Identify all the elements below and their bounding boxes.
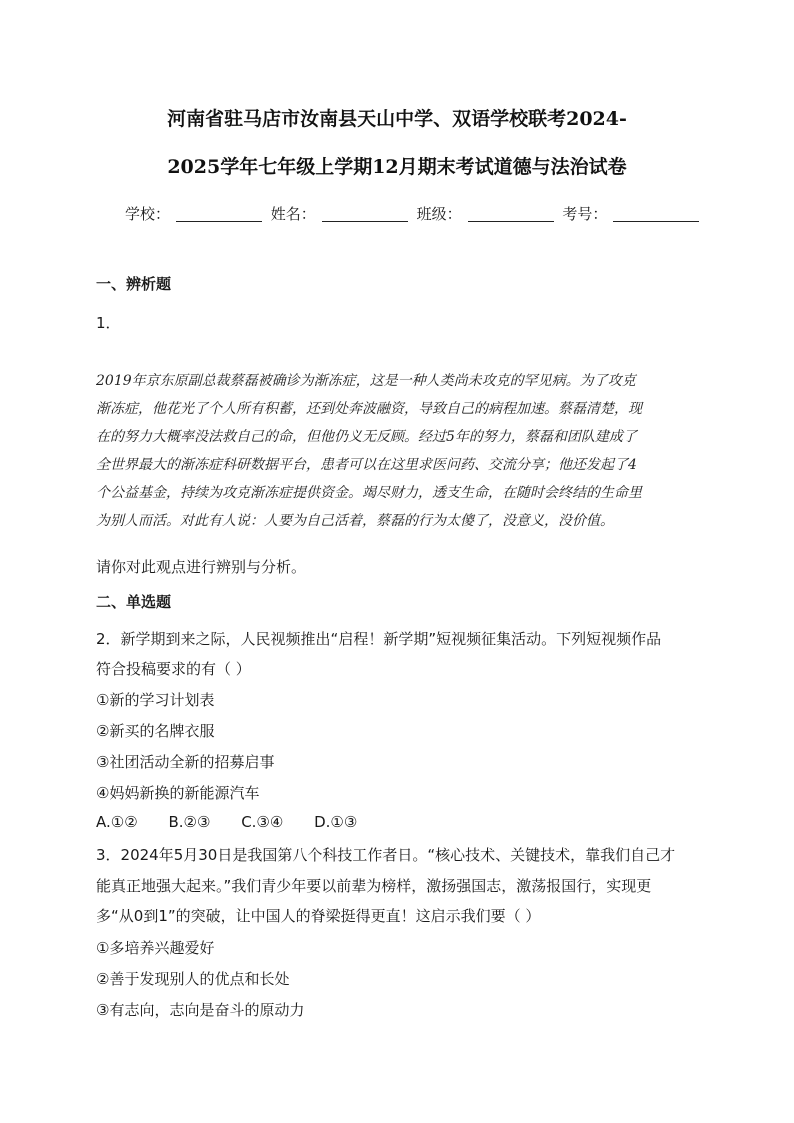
option-b[interactable]: B.②③ xyxy=(168,813,211,831)
exam-title-line2: 2025学年七年级上学期12月期末考试道德与法治试卷 xyxy=(167,156,627,178)
class-label: 班级： xyxy=(416,205,462,223)
question-1-passage xyxy=(96,367,700,535)
name-label: 姓名： xyxy=(270,205,316,223)
passage-line: 个公益基金，持续为攻克渐冻症提供资金。竭尽财力，透支生命，在随时会终结的生命里 xyxy=(96,485,642,501)
question-3-stem: 能真正地强大起来。”我们青少年要以前辈为榜样，激扬强国志，激荡报国行，实现更 xyxy=(96,877,652,895)
question-3-item: ②善于发现别人的优点和长处 xyxy=(96,970,290,988)
passage-line: 全世界最大的渐冻症科研数据平台，患者可以在这里求医问药、交流分享；他还发起了4 xyxy=(96,457,637,473)
school-label: 学校： xyxy=(125,205,171,223)
question-2-item: ②新买的名牌衣服 xyxy=(96,722,215,740)
name-field xyxy=(271,203,408,224)
question-3-stem: 3．2024年5月30日是我国第八个科技工作者日。“核心技术、关键技术，靠我们自己才 xyxy=(96,846,676,864)
option-a[interactable]: A.①② xyxy=(96,813,138,831)
option-c[interactable]: C.③④ xyxy=(241,813,284,831)
question-2-item: ③社团活动全新的招募启事 xyxy=(96,753,275,771)
school-blank[interactable] xyxy=(176,207,262,222)
section-heading-analysis: 一、辨析题 xyxy=(96,275,172,293)
question-1-prompt: 请你对此观点进行辨别与分析。 xyxy=(96,558,307,576)
class-field xyxy=(417,203,554,224)
question-2-stem: 2．新学期到来之际，人民视频推出“启程！新学期”短视频征集活动。下列短视频作品 xyxy=(96,630,662,648)
question-2-item: ①新的学习计划表 xyxy=(96,691,215,709)
exam-number-blank[interactable] xyxy=(613,207,699,222)
question-3-stem: 多“从0到1”的突破，让中国人的脊梁挺得更直！这启示我们要（ ） xyxy=(96,907,541,925)
question-1-number: 1． xyxy=(96,314,121,332)
passage-line: 渐冻症，他花光了个人所有积蓄，还到处奔波融资，导致自己的病程加速。蔡磊清楚，现 xyxy=(96,401,642,417)
school-field xyxy=(125,203,262,224)
passage-line: 为别人而活。对此有人说：人要为自己活着，蔡磊的行为太傻了，没意义，没价值。 xyxy=(96,513,614,529)
exam-title-line1: 河南省驻马店市汝南县天山中学、双语学校联考2024- xyxy=(167,108,627,130)
question-2-options xyxy=(96,813,383,831)
passage-line: 在的努力大概率没法救自己的命，但他仍义无反顾。经过5年的努力，蔡磊和团队建成了 xyxy=(96,429,637,445)
option-d[interactable]: D.①③ xyxy=(314,813,358,831)
passage-line: 2019年京东原副总裁蔡磊被确诊为渐冻症，这是一种人类尚未攻克的罕见病。为了攻克 xyxy=(96,373,636,389)
exam-number-label: 考号： xyxy=(562,205,608,223)
question-3-item: ①多培养兴趣爱好 xyxy=(96,939,215,957)
question-3-item: ③有志向，志向是奋斗的原动力 xyxy=(96,1001,305,1019)
section-heading-single-choice: 二、单选题 xyxy=(96,593,172,611)
question-2-item: ④妈妈新换的新能源汽车 xyxy=(96,784,260,802)
exam-number-field xyxy=(562,203,699,224)
question-2-stem: 符合投稿要求的有（ ） xyxy=(96,660,251,678)
name-blank[interactable] xyxy=(322,207,408,222)
student-info-row xyxy=(125,203,703,224)
class-blank[interactable] xyxy=(468,207,554,222)
